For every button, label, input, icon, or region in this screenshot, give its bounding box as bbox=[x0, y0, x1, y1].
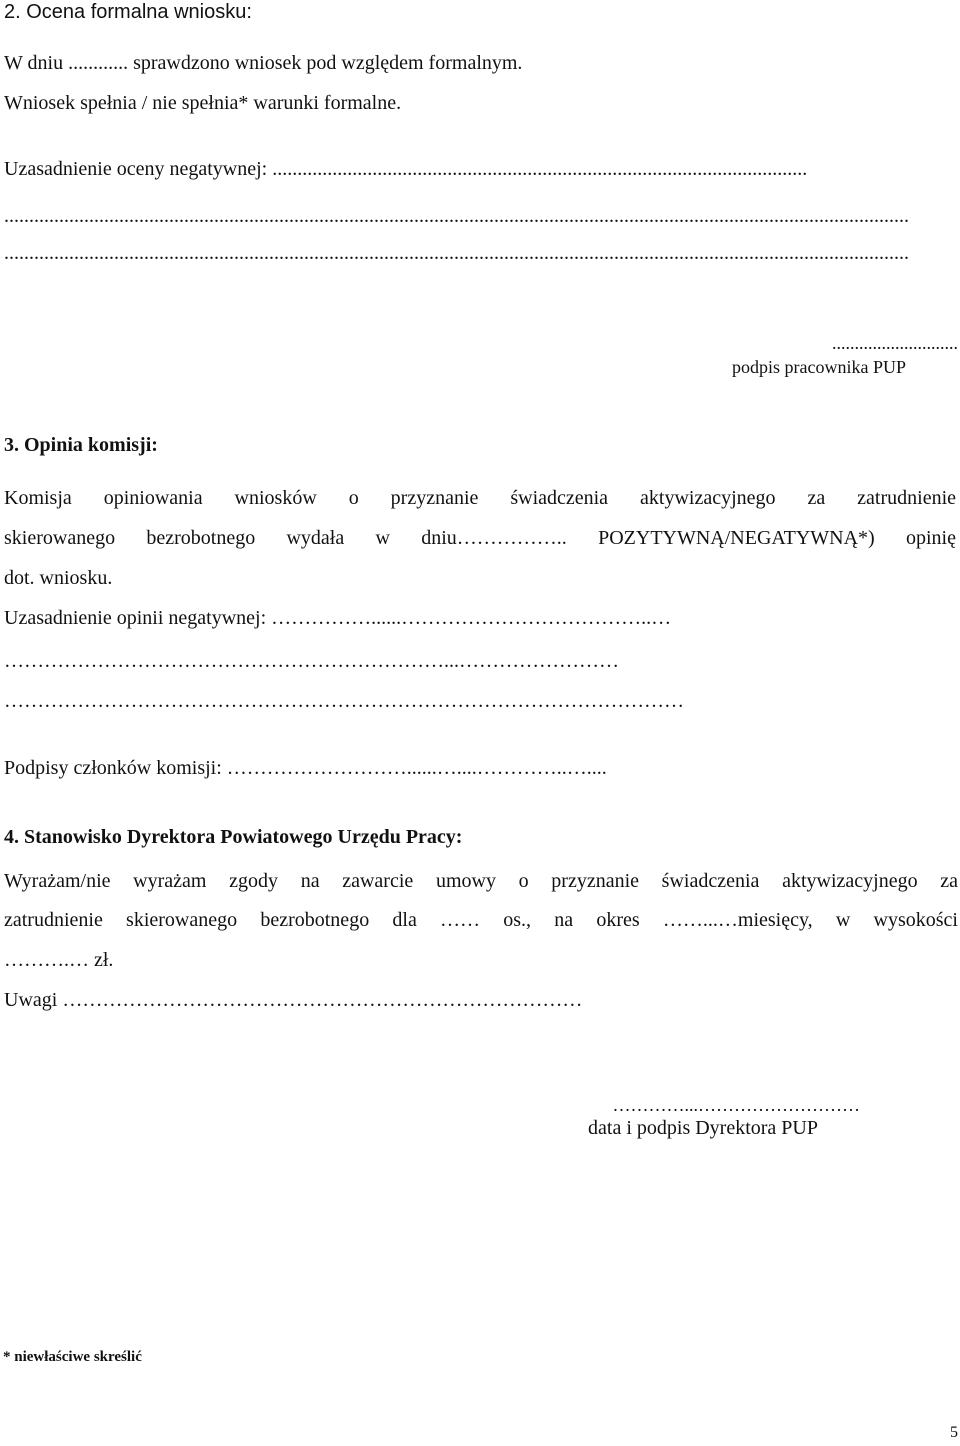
page-number: 5 bbox=[950, 1424, 958, 1441]
remarks-line: Uwagi …………………………………………………………………… bbox=[4, 989, 583, 1011]
committee-signatures-line: Podpisy członków komisji: ………………………......…....…………..….... bbox=[4, 757, 607, 779]
section-4-paragraph-line: Wyrażam/nie wyrażam zgody na zawarcie umowy o przyznanie świadczenia aktywizacyjnego za bbox=[4, 870, 958, 892]
section-4-heading: 4. Stanowisko Dyrektora Powiatowego Urzędu Pracy: bbox=[4, 826, 463, 848]
section-2-dots-line: ..................................................................................................................................................................................... bbox=[4, 205, 909, 227]
section-3-reason-line: Uzasadnienie opinii negatywnej: ……………......………………………………..… bbox=[4, 607, 672, 629]
section-2-formal-line: Wniosek spełnia / nie spełnia* warunki formalne. bbox=[4, 92, 402, 114]
section-4-paragraph-line: ……….… zł. bbox=[4, 949, 114, 971]
section-2-heading: 2. Ocena formalna wniosku: bbox=[4, 1, 252, 23]
director-signature-label: data i podpis Dyrektora PUP bbox=[588, 1117, 818, 1139]
section-3-paragraph-line: skierowanego bezrobotnego wydała w dniu…………….. POZYTYWNĄ/NEGATYWNĄ*) opinię bbox=[4, 527, 956, 549]
section-2-date-line: W dniu ............ sprawdzono wniosek pod względem formalnym. bbox=[4, 52, 523, 74]
section-3-paragraph-line: dot. wniosku. bbox=[4, 567, 113, 589]
pup-signature-label: podpis pracownika PUP bbox=[732, 357, 906, 377]
section-3-dots-line: …………………………………………………………...…………………… bbox=[4, 650, 619, 672]
section-2-dots-line: ..................................................................................................................................................................................... bbox=[4, 242, 909, 264]
section-3-heading: 3. Opinia komisji: bbox=[4, 434, 158, 456]
section-4-paragraph-line: zatrudnienie skierowanego bezrobotnego dla …… os., na okres ……...…miesięcy, w wysokości bbox=[4, 909, 958, 931]
pup-signature-dots: ............................ bbox=[832, 333, 958, 353]
section-3-dots-line: ………………………………………………………………………………………… bbox=[4, 690, 684, 712]
section-3-paragraph-line: Komisja opiniowania wniosków o przyznanie świadczenia aktywizacyjnego za zatrudnienie bbox=[4, 487, 956, 509]
director-signature-dots: …………...……………………… bbox=[612, 1095, 860, 1115]
footnote: * niewłaściwe skreślić bbox=[3, 1349, 142, 1365]
section-2-reason-line: Uzasadnienie oceny negatywnej: ........................................................................................................... bbox=[4, 158, 808, 180]
